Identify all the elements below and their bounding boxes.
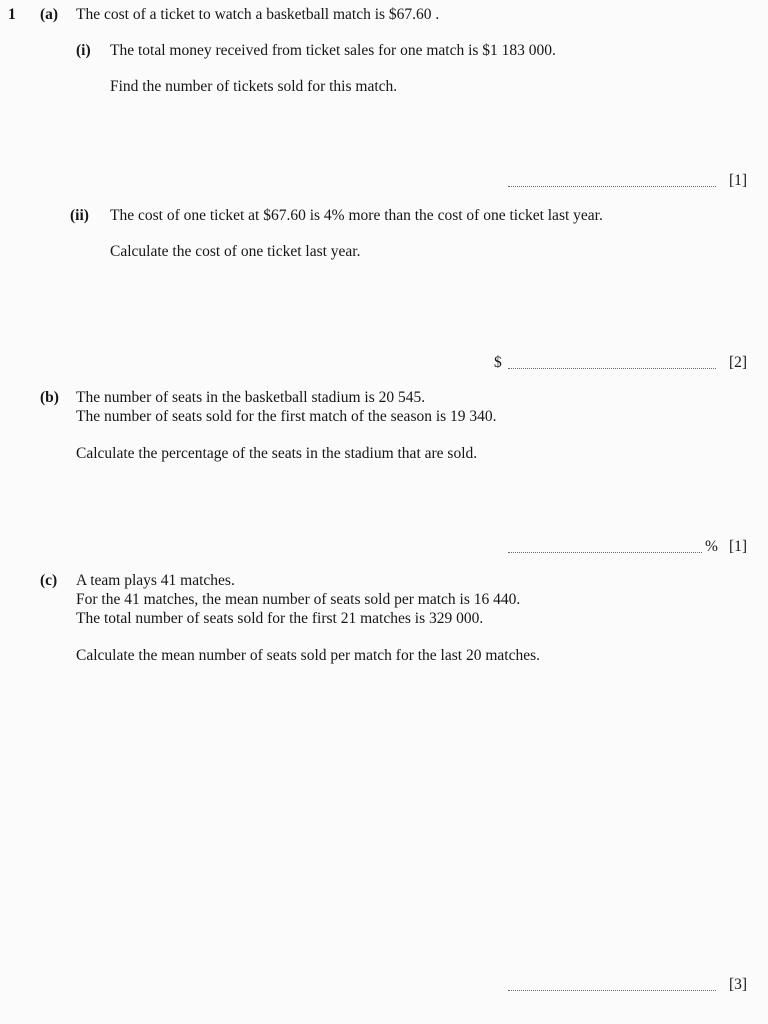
marks-b: [1] bbox=[729, 538, 748, 555]
answer-line-a-ii[interactable] bbox=[508, 368, 716, 369]
part-b-line1: The number of seats in the basketball stadium is 20 545. bbox=[76, 389, 426, 406]
part-c-line3: The total number of seats sold for the first 21 matches is 329 000. bbox=[76, 610, 484, 627]
marks-a-i: [1] bbox=[729, 172, 748, 189]
part-a-stem: The cost of a ticket to watch a basketball match is $67.60 . bbox=[76, 6, 440, 23]
part-a-label: (a) bbox=[40, 6, 59, 23]
marks-c: [3] bbox=[729, 976, 748, 993]
answer-line-b[interactable] bbox=[508, 552, 702, 553]
answer-prefix-a-ii: $ bbox=[494, 354, 502, 371]
part-c-line2: For the 41 matches, the mean number of seats sold per match is 16 440. bbox=[76, 591, 521, 608]
part-b-label: (b) bbox=[40, 389, 59, 406]
part-a-ii-line2: Calculate the cost of one ticket last year. bbox=[110, 243, 361, 260]
part-c-line4: Calculate the mean number of seats sold per match for the last 20 matches. bbox=[76, 647, 540, 664]
part-c-line1: A team plays 41 matches. bbox=[76, 572, 235, 589]
part-c-label: (c) bbox=[40, 572, 58, 589]
answer-suffix-b: % bbox=[705, 538, 718, 555]
answer-line-a-i[interactable] bbox=[508, 186, 716, 187]
part-a-i-line1: The total money received from ticket sales for one match is $1 183 000. bbox=[110, 42, 556, 59]
part-a-ii-line1: The cost of one ticket at $67.60 is 4% more than the cost of one ticket last year. bbox=[110, 207, 603, 224]
question-number: 1 bbox=[8, 6, 16, 23]
part-b-line2: The number of seats sold for the first match of the season is 19 340. bbox=[76, 408, 497, 425]
part-a-i-line2: Find the number of tickets sold for this match. bbox=[110, 78, 398, 95]
answer-line-c[interactable] bbox=[508, 990, 716, 991]
marks-a-ii: [2] bbox=[729, 354, 748, 371]
part-a-i-label: (i) bbox=[76, 42, 91, 59]
part-b-line3: Calculate the percentage of the seats in the stadium that are sold. bbox=[76, 445, 478, 462]
part-a-ii-label: (ii) bbox=[70, 207, 89, 224]
